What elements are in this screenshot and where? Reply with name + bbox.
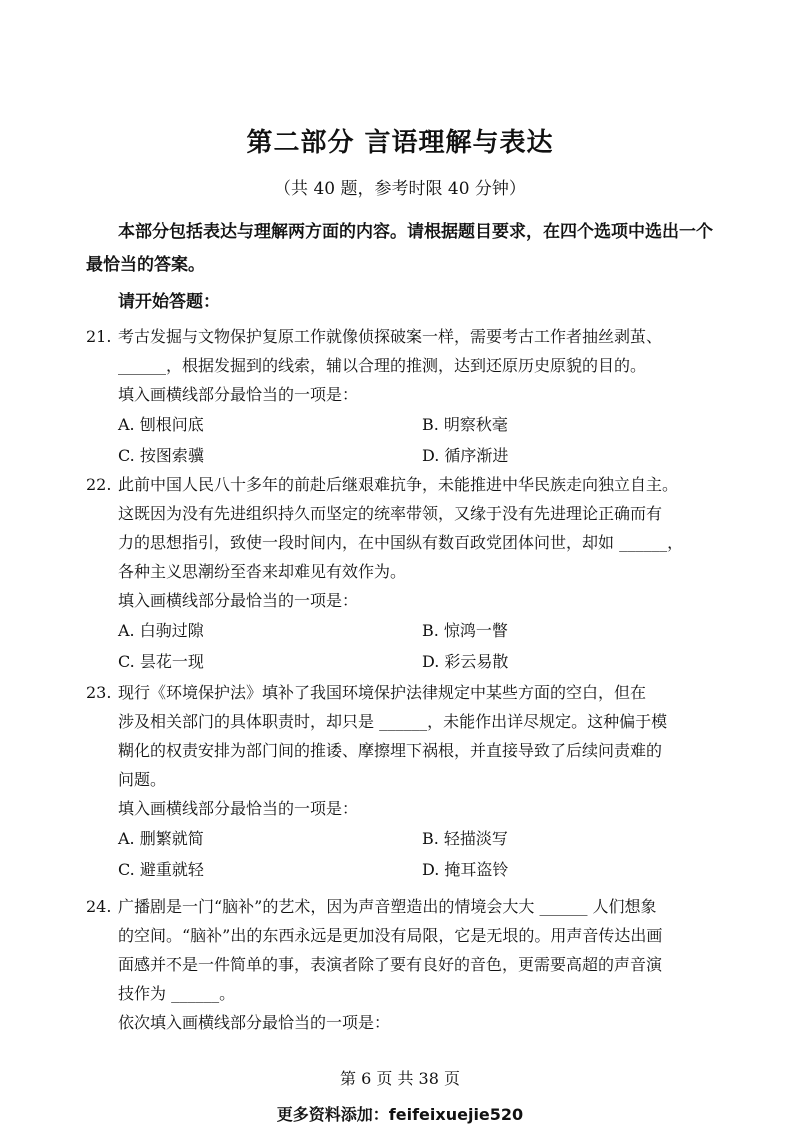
question-line: 力的思想指引，致使一段时间内，在中国纵有数百政党团体问世，却如 ______， (118, 533, 684, 552)
question-number: 21. (86, 327, 112, 346)
question-prompt: 填入画横线部分最恰当的一项是： (118, 385, 359, 404)
question-line: 各种主义思潮纷至沓来却难见有效作为。 (118, 562, 407, 581)
option-c: C. 昙花一现 (118, 652, 204, 671)
question-line (86, 892, 726, 921)
options-group (86, 410, 726, 472)
option-d: D. 彩云易散 (422, 652, 509, 671)
question-text: 此前中国人民八十多年的前赴后继艰难抗争，未能推进中华民族走向独立自主。 (118, 475, 679, 494)
question-number: 24. (86, 897, 112, 916)
question-number: 23. (86, 683, 112, 702)
question-line: 的空间。“脑补”出的东西永远是更加没有局限，它是无垠的。用声音传达出画 (118, 926, 663, 945)
option-b: B. 明察秋毫 (422, 415, 508, 434)
question-line: 面感并不是一件简单的事，表演者除了要有良好的音色，更需要高超的声音演 (118, 955, 663, 974)
options-group (86, 616, 726, 678)
question-prompt: 填入画横线部分最恰当的一项是： (118, 799, 359, 818)
option-b: B. 惊鸿一瞥 (422, 621, 508, 640)
more-info-note: 更多资料添加：feifeixuejie520 (276, 1105, 524, 1124)
question-22 (86, 470, 726, 678)
question-text: 考古发掘与文物保护复原工作就像侦探破案一样，需要考古工作者抽丝剥茧、 (118, 327, 663, 346)
option-b: B. 轻描淡写 (422, 829, 508, 848)
option-a: A. 白驹过隙 (118, 621, 204, 640)
question-line: 技作为 ______。 (118, 984, 236, 1003)
question-prompt: 依次填入画横线部分最恰当的一项是： (118, 1013, 391, 1032)
question-line (86, 470, 726, 499)
question-line: 糊化的权责安排为部门间的推诿、摩擦埋下祸根，并直接导致了后续问责难的 (118, 741, 663, 760)
question-24 (86, 892, 726, 1038)
question-21 (86, 322, 726, 472)
section-title: 第二部分 言语理解与表达 (246, 128, 554, 158)
question-line: 涉及相关部门的具体职责时，却只是 ______，未能作出详尽规定。这种偏于模 (118, 712, 668, 731)
section-intro: 本部分包括表达与理解两方面的内容。请根据题目要求，在四个选项中选出一个最恰当的答案。 (86, 222, 713, 275)
question-prompt: 填入画横线部分最恰当的一项是： (118, 591, 359, 610)
question-line (86, 322, 726, 351)
question-line: 问题。 (118, 770, 167, 789)
page-number: 第 6 页 共 38 页 (340, 1069, 460, 1088)
question-text: 广播剧是一门“脑补”的艺术，因为声音塑造出的情境会大大 ______ 人们想象 (118, 897, 657, 916)
option-a: A. 删繁就简 (118, 829, 204, 848)
option-c: C. 避重就轻 (118, 860, 204, 879)
section-subtitle: （共 40 题，参考时限 40 分钟） (274, 179, 526, 199)
option-d: D. 掩耳盗铃 (422, 860, 509, 879)
question-23 (86, 678, 726, 886)
question-text: 现行《环境保护法》填补了我国环境保护法律规定中某些方面的空白，但在 (118, 683, 647, 702)
question-line: ______，根据发掘到的线索，辅以合理的推测，达到还原历史原貌的目的。 (118, 356, 647, 375)
option-a: A. 刨根问底 (118, 415, 204, 434)
options-group (86, 824, 726, 886)
question-line: 这既因为没有先进组织持久而坚定的统率带领，又缘于没有先进理论正确而有 (118, 504, 663, 523)
option-d: D. 循序渐进 (422, 446, 509, 465)
option-c: C. 按图索骥 (118, 446, 204, 465)
start-prompt: 请开始答题： (118, 292, 220, 312)
question-line (86, 678, 726, 707)
question-number: 22. (86, 475, 112, 494)
